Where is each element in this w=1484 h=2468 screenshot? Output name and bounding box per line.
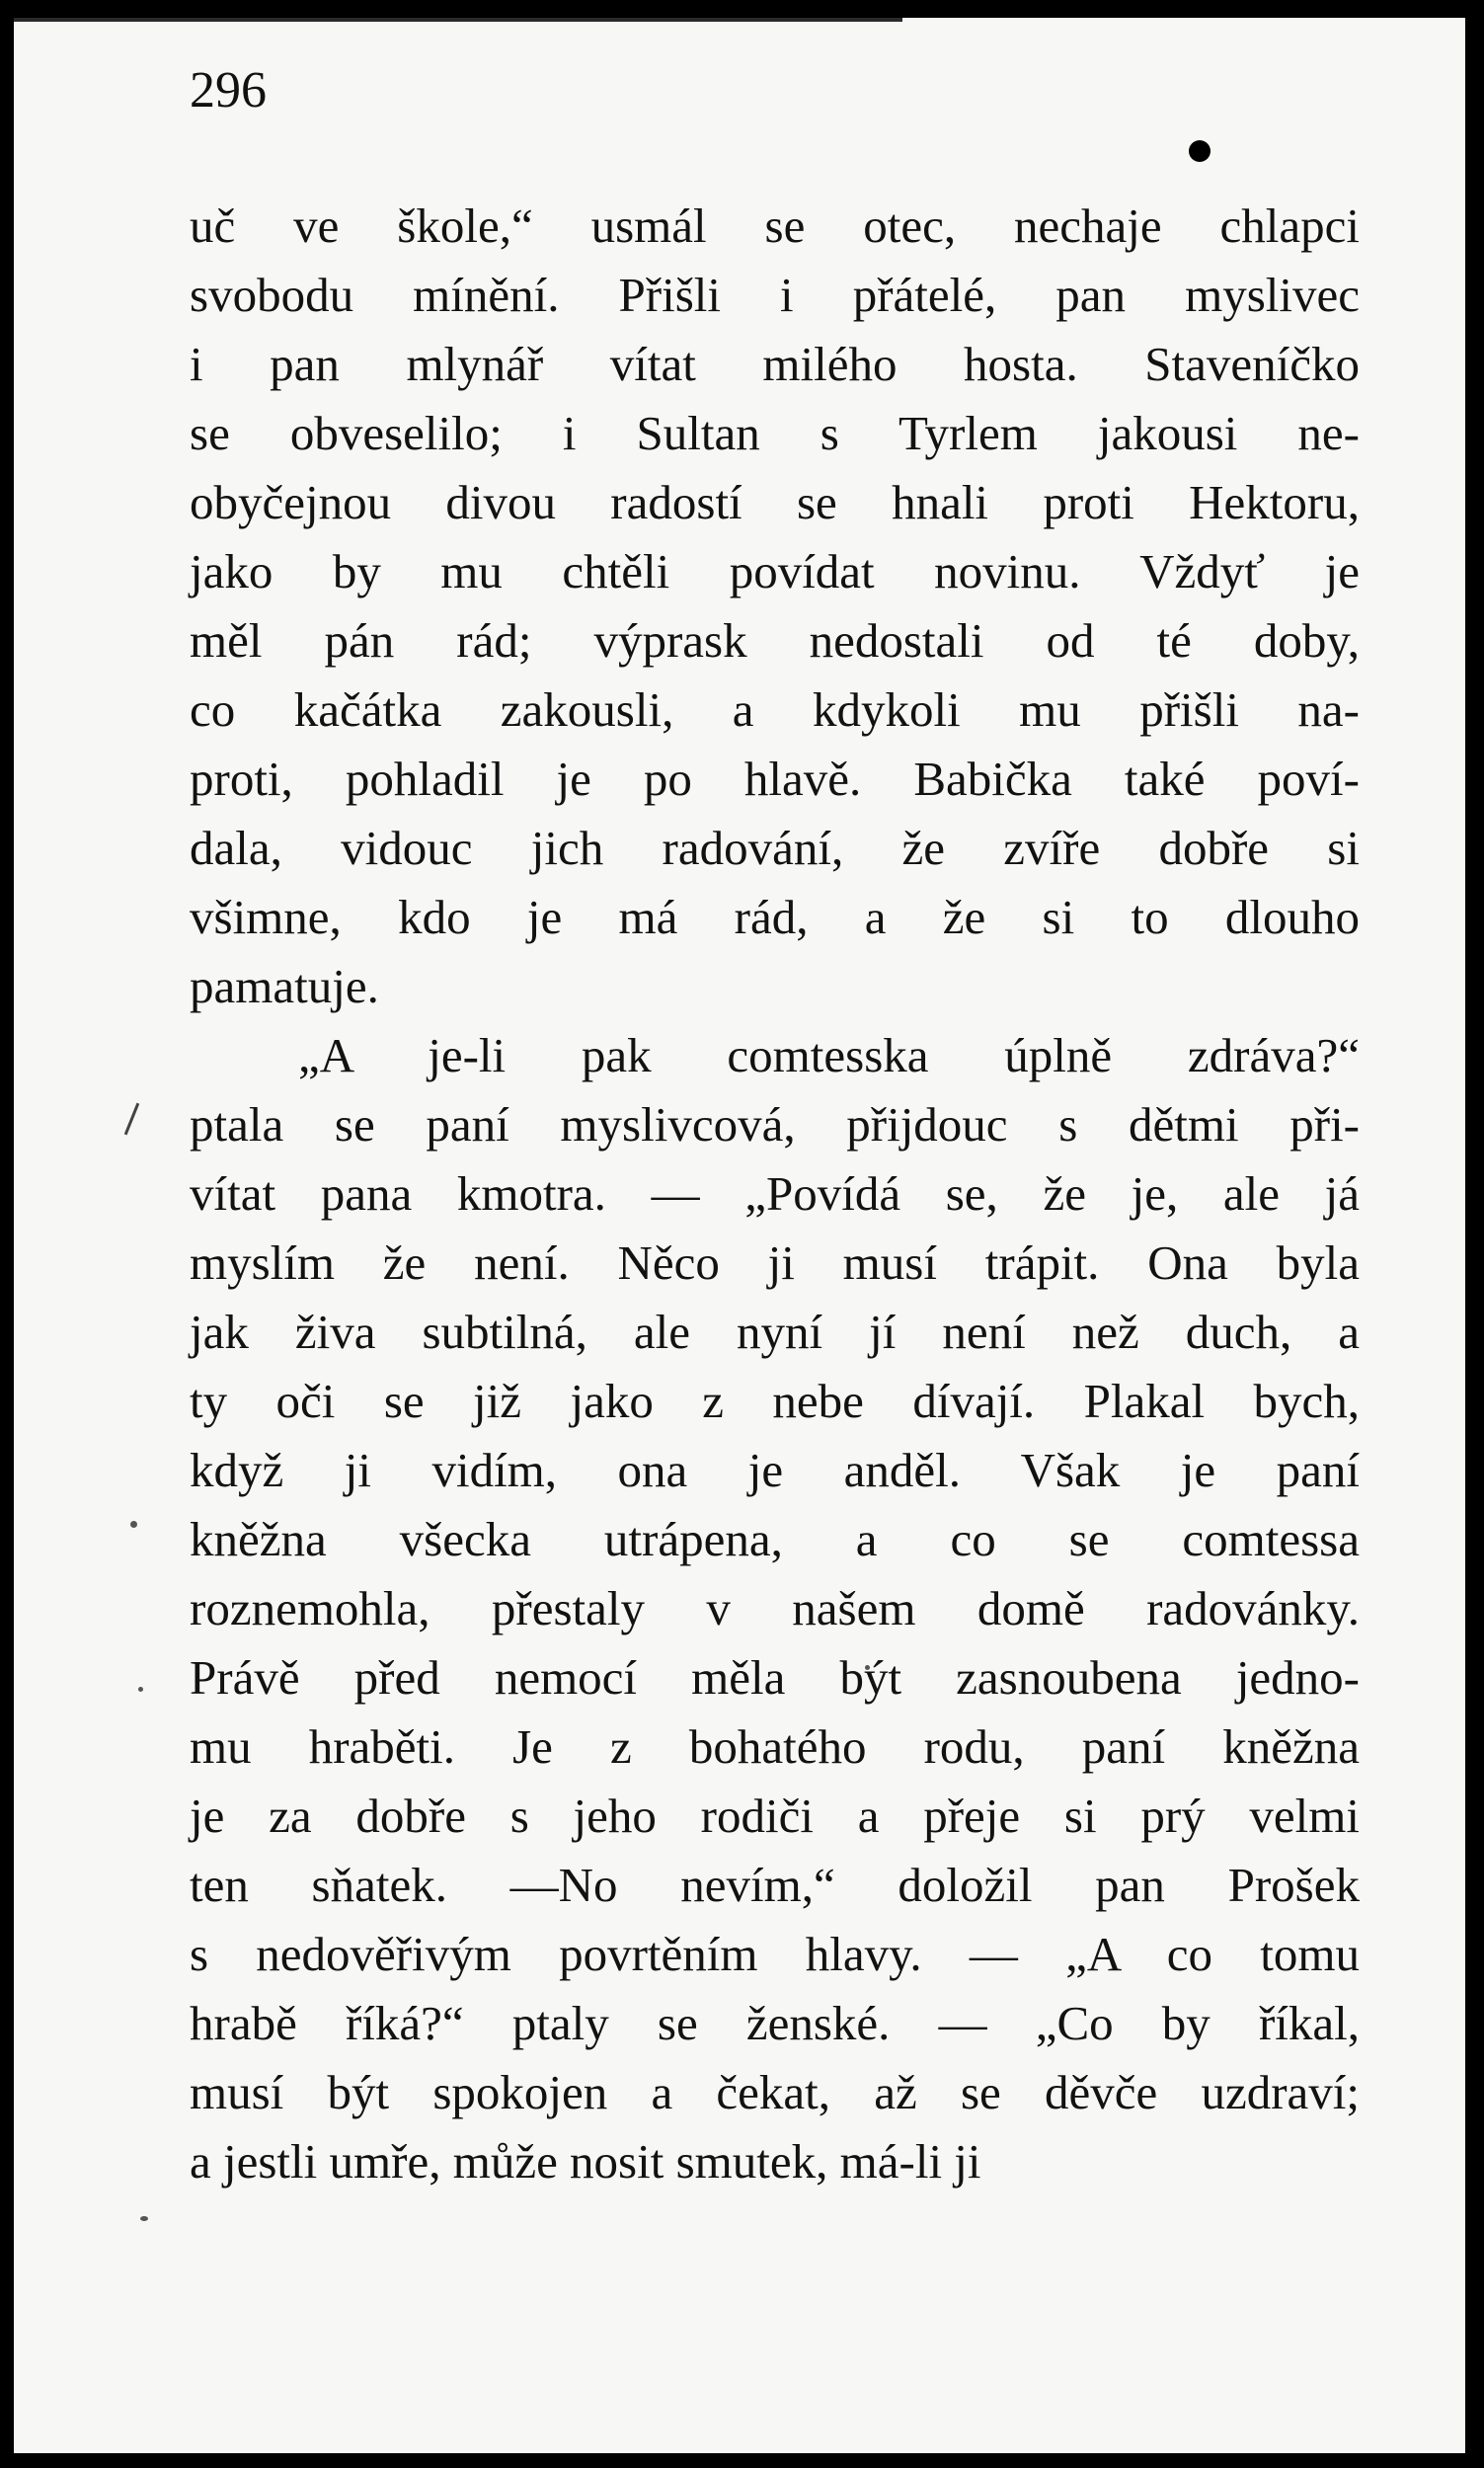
text-line: jako by mu chtěli povídat novinu. Vždyť je <box>190 544 1360 598</box>
text-line: musí být spokojen a čekat, až se děvče uzdraví; <box>190 2065 1360 2119</box>
paragraph <box>190 192 1360 1021</box>
text-line: proti, pohladil je po hlavě. Babička také poví- <box>190 752 1360 806</box>
ink-blot <box>1189 140 1211 162</box>
paper-speck <box>140 2216 148 2221</box>
text-line: ptala se paní myslivcová, přijdouc s dětmi při- <box>190 1097 1360 1152</box>
paper-speck <box>138 1687 143 1692</box>
text-line: i pan mlynář vítat milého hosta. Staveníčko <box>190 337 1360 391</box>
text-line: „A je-li pak comtesska úplně zdráva?“ <box>298 1028 1360 1082</box>
text-line: Právě před nemocí měla být zasnoubena jedno- <box>190 1650 1360 1705</box>
text-line: když ji vidím, ona je anděl. Však je paní <box>190 1443 1360 1497</box>
text-line: kněžna všecka utrápena, a co se comtessa <box>190 1512 1360 1566</box>
text-line: s nedověřivým povrtěním hlavy. — „A co tomu <box>190 1927 1360 1981</box>
text-line: je za dobře s jeho rodiči a přeje si prý velmi <box>190 1789 1360 1843</box>
text-line: myslím že není. Něco ji musí trápit. Ona byla <box>190 1235 1360 1290</box>
book-page <box>14 18 1465 2453</box>
text-line: mu hraběti. Je z bohatého rodu, paní kněžna <box>190 1719 1360 1774</box>
margin-pencil-mark <box>124 1103 140 1136</box>
text-line: uč ve škole,“ usmál se otec, nechaje chlapci <box>190 199 1360 253</box>
paper-speck <box>130 1521 137 1528</box>
text-line: svobodu mínění. Přišli i přátelé, pan myslivec <box>190 268 1360 322</box>
page-number: 296 <box>190 62 267 119</box>
text-line: roznemohla, přestaly v našem domě radovánky. <box>190 1581 1360 1635</box>
page-body-text <box>190 192 1360 2196</box>
text-line: a jestli umře, může nosit smutek, má-li ji <box>190 2134 981 2189</box>
text-line: vítat pana kmotra. — „Povídá se, že je, ale já <box>190 1166 1360 1221</box>
text-line: jak živa subtilná, ale nyní jí není než duch, a <box>190 1305 1360 1359</box>
text-line: co kačátka zakousli, a kdykoli mu přišli na- <box>190 682 1360 737</box>
text-line: všimne, kdo je má rád, a že si to dlouho <box>190 890 1360 944</box>
text-line: ten sňatek. —No nevím,“ doložil pan Prošek <box>190 1858 1360 1912</box>
text-line: ty oči se již jako z nebe dívají. Plakal bych, <box>190 1374 1360 1428</box>
text-line: dala, vidouc jich radování, že zvíře dobře si <box>190 821 1360 875</box>
text-line: hrabě říká?“ ptaly se ženské. — „Co by říkal, <box>190 1996 1360 2050</box>
text-line: se obveselilo; i Sultan s Tyrlem jakousi ne- <box>190 406 1360 460</box>
text-line: pamatuje. <box>190 959 379 1013</box>
page-top-edge <box>14 18 902 22</box>
text-line: měl pán rád; výprask nedostali od té doby, <box>190 613 1360 668</box>
paragraph <box>190 1021 1360 2196</box>
text-line: obyčejnou divou radostí se hnali proti Hektoru, <box>190 475 1360 529</box>
